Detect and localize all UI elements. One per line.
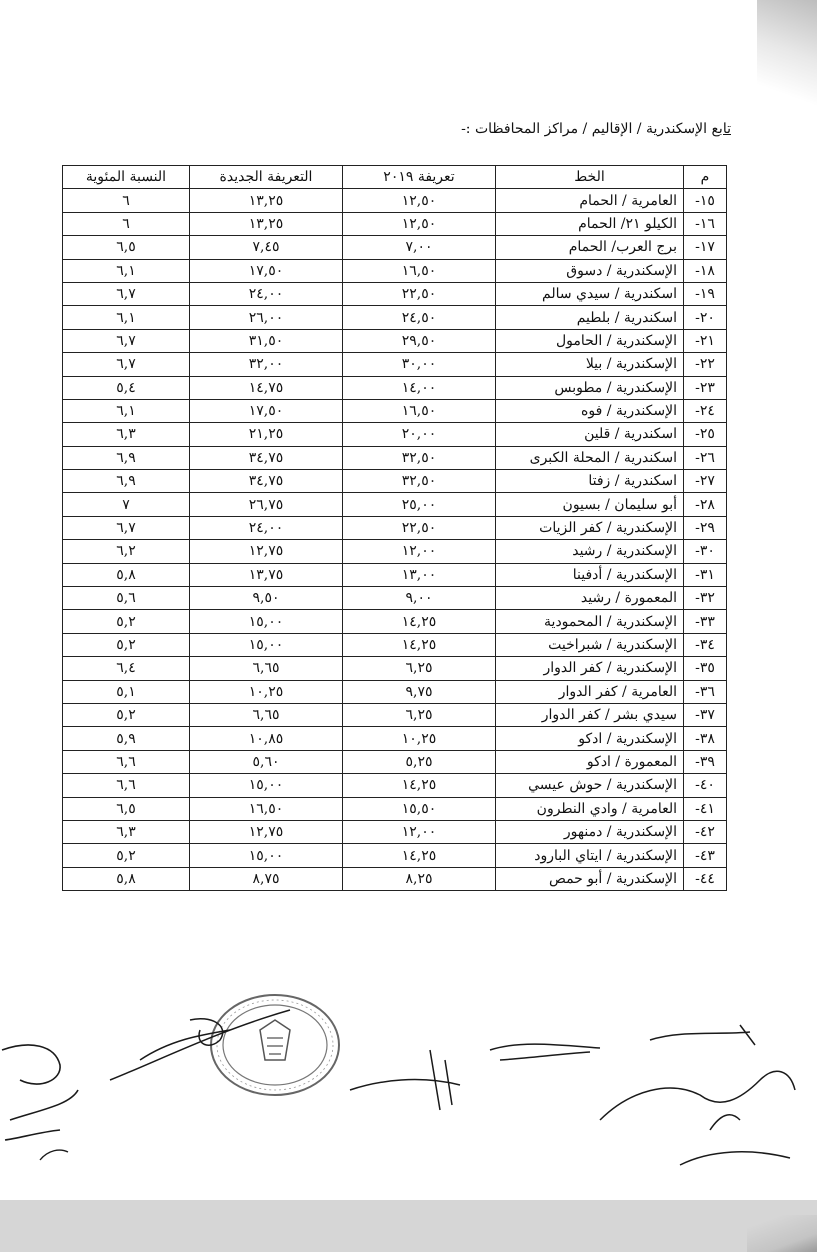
new-fare: ١٥,٠٠ xyxy=(190,633,343,656)
old-fare: ٢٤,٥٠ xyxy=(343,306,496,329)
route-name: أبو سليمان / بسيون xyxy=(496,493,684,516)
old-fare: ١٦,٥٠ xyxy=(343,399,496,422)
percentage-change: ٦,٩ xyxy=(63,470,190,493)
old-fare: ١٠,٢٥ xyxy=(343,727,496,750)
table-row xyxy=(63,774,727,797)
new-fare: ٢٦,٠٠ xyxy=(190,306,343,329)
old-fare: ١٤,٢٥ xyxy=(343,633,496,656)
table-row xyxy=(63,867,727,890)
table-row xyxy=(63,563,727,586)
percentage-change: ٦,١ xyxy=(63,259,190,282)
new-fare: ١٢,٧٥ xyxy=(190,820,343,843)
document-heading xyxy=(461,121,731,137)
route-name: الإسكندرية / فوه xyxy=(496,399,684,422)
route-name: المعمورة / رشيد xyxy=(496,587,684,610)
route-name: الإسكندرية / مطوبس xyxy=(496,376,684,399)
old-fare: ١٤,٠٠ xyxy=(343,376,496,399)
header-old-fare: تعريفة ٢٠١٩ xyxy=(343,166,496,189)
table-row xyxy=(63,610,727,633)
header-new-fare: التعريفة الجديدة xyxy=(190,166,343,189)
percentage-change: ٥,٢ xyxy=(63,633,190,656)
route-name: الكيلو ٢١/ الحمام xyxy=(496,212,684,235)
table-row xyxy=(63,446,727,469)
table-row xyxy=(63,797,727,820)
route-name: اسكندرية / قلين xyxy=(496,423,684,446)
route-name: الإسكندرية / كفر الدوار xyxy=(496,657,684,680)
route-name: الإسكندرية / حوش عيسي xyxy=(496,774,684,797)
route-name: الإسكندرية / بيلا xyxy=(496,353,684,376)
new-fare: ١٠,٨٥ xyxy=(190,727,343,750)
new-fare: ١٥,٠٠ xyxy=(190,610,343,633)
percentage-change: ٥,٢ xyxy=(63,610,190,633)
row-number: ٣٤- xyxy=(684,633,727,656)
old-fare: ٢٩,٥٠ xyxy=(343,329,496,352)
percentage-change: ٦,٩ xyxy=(63,446,190,469)
new-fare: ١٥,٠٠ xyxy=(190,774,343,797)
new-fare: ١٢,٧٥ xyxy=(190,540,343,563)
table-row xyxy=(63,329,727,352)
old-fare: ٩,٠٠ xyxy=(343,587,496,610)
row-number: ٣٢- xyxy=(684,587,727,610)
percentage-change: ٦,٧ xyxy=(63,353,190,376)
percentage-change: ٦,٣ xyxy=(63,820,190,843)
route-name: الإسكندرية / كفر الزيات xyxy=(496,516,684,539)
signature-icon xyxy=(100,1000,300,1100)
percentage-change: ٦ xyxy=(63,212,190,235)
table-row xyxy=(63,236,727,259)
row-number: ٣٩- xyxy=(684,750,727,773)
new-fare: ١٤,٧٥ xyxy=(190,376,343,399)
row-number: ٤١- xyxy=(684,797,727,820)
header-percentage: النسبة المئوية xyxy=(63,166,190,189)
row-number: ٢٥- xyxy=(684,423,727,446)
percentage-change: ٦,١ xyxy=(63,306,190,329)
table-row xyxy=(63,727,727,750)
row-number: ١٧- xyxy=(684,236,727,259)
percentage-change: ٦,٤ xyxy=(63,657,190,680)
new-fare: ٩,٥٠ xyxy=(190,587,343,610)
percentage-change: ٧ xyxy=(63,493,190,516)
row-number: ٣١- xyxy=(684,563,727,586)
percentage-change: ٦,٣ xyxy=(63,423,190,446)
new-fare: ٣٤,٧٥ xyxy=(190,470,343,493)
route-name: العامرية / وادي النطرون xyxy=(496,797,684,820)
percentage-change: ٥,١ xyxy=(63,680,190,703)
route-name: الإسكندرية / ايتاي البارود xyxy=(496,844,684,867)
old-fare: ٣٠,٠٠ xyxy=(343,353,496,376)
fare-table xyxy=(62,165,727,891)
route-name: برج العرب/ الحمام xyxy=(496,236,684,259)
percentage-change: ٦,٦ xyxy=(63,774,190,797)
page-bottom-margin xyxy=(0,1200,817,1252)
route-name: سيدي بشر / كفر الدوار xyxy=(496,703,684,726)
route-name: الإسكندرية / دسوق xyxy=(496,259,684,282)
old-fare: ١٥,٥٠ xyxy=(343,797,496,820)
row-number: ٢٦- xyxy=(684,446,727,469)
old-fare: ١٢,٠٠ xyxy=(343,540,496,563)
route-name: اسكندرية / المحلة الكبرى xyxy=(496,446,684,469)
new-fare: ٦,٦٥ xyxy=(190,657,343,680)
new-fare: ٧,٤٥ xyxy=(190,236,343,259)
percentage-change: ٦,٦ xyxy=(63,750,190,773)
old-fare: ١٣,٠٠ xyxy=(343,563,496,586)
row-number: ١٦- xyxy=(684,212,727,235)
table-row xyxy=(63,189,727,212)
old-fare: ٢٥,٠٠ xyxy=(343,493,496,516)
table-row xyxy=(63,540,727,563)
heading-prefix: تابع xyxy=(711,121,731,137)
header-number: م xyxy=(684,166,727,189)
percentage-change: ٥,٢ xyxy=(63,844,190,867)
old-fare: ١٤,٢٥ xyxy=(343,844,496,867)
new-fare: ٨,٧٥ xyxy=(190,867,343,890)
old-fare: ١٢,٥٠ xyxy=(343,212,496,235)
old-fare: ٢٢,٥٠ xyxy=(343,516,496,539)
row-number: ٤٣- xyxy=(684,844,727,867)
new-fare: ١٥,٠٠ xyxy=(190,844,343,867)
percentage-change: ٥,٨ xyxy=(63,563,190,586)
table-row xyxy=(63,750,727,773)
table-header-row xyxy=(63,166,727,189)
row-number: ٣٠- xyxy=(684,540,727,563)
row-number: ٤٤- xyxy=(684,867,727,890)
row-number: ٣٥- xyxy=(684,657,727,680)
row-number: ٢٨- xyxy=(684,493,727,516)
row-number: ٢٩- xyxy=(684,516,727,539)
table-row xyxy=(63,423,727,446)
old-fare: ١٤,٢٥ xyxy=(343,774,496,797)
signature-icon xyxy=(590,1020,810,1180)
table-row xyxy=(63,820,727,843)
table-row xyxy=(63,703,727,726)
route-name: اسكندرية / سيدي سالم xyxy=(496,282,684,305)
route-name: العامرية / الحمام xyxy=(496,189,684,212)
row-number: ١٥- xyxy=(684,189,727,212)
table-row xyxy=(63,212,727,235)
table-row xyxy=(63,657,727,680)
table-row xyxy=(63,587,727,610)
page-corner-fold xyxy=(757,0,817,130)
route-name: المعمورة / ادكو xyxy=(496,750,684,773)
new-fare: ٢٤,٠٠ xyxy=(190,282,343,305)
row-number: ٢٠- xyxy=(684,306,727,329)
percentage-change: ٦,٥ xyxy=(63,236,190,259)
table-row xyxy=(63,282,727,305)
route-name: الإسكندرية / شبراخيت xyxy=(496,633,684,656)
table-row xyxy=(63,844,727,867)
old-fare: ٣٢,٥٠ xyxy=(343,446,496,469)
table-row xyxy=(63,399,727,422)
new-fare: ٢١,٢٥ xyxy=(190,423,343,446)
route-name: الإسكندرية / ادكو xyxy=(496,727,684,750)
row-number: ٣٧- xyxy=(684,703,727,726)
percentage-change: ٦ xyxy=(63,189,190,212)
new-fare: ٥,٦٠ xyxy=(190,750,343,773)
percentage-change: ٦,٢ xyxy=(63,540,190,563)
new-fare: ١٧,٥٠ xyxy=(190,399,343,422)
route-name: الإسكندرية / المحمودية xyxy=(496,610,684,633)
old-fare: ١٤,٢٥ xyxy=(343,610,496,633)
row-number: ٢١- xyxy=(684,329,727,352)
table-row xyxy=(63,376,727,399)
route-name: اسكندرية / بلطيم xyxy=(496,306,684,329)
table-row xyxy=(63,493,727,516)
old-fare: ٢٢,٥٠ xyxy=(343,282,496,305)
new-fare: ١٣,٢٥ xyxy=(190,189,343,212)
row-number: ١٩- xyxy=(684,282,727,305)
row-number: ١٨- xyxy=(684,259,727,282)
row-number: ٤٢- xyxy=(684,820,727,843)
new-fare: ٢٤,٠٠ xyxy=(190,516,343,539)
route-name: اسكندرية / زفتا xyxy=(496,470,684,493)
new-fare: ٢٦,٧٥ xyxy=(190,493,343,516)
old-fare: ٢٠,٠٠ xyxy=(343,423,496,446)
old-fare: ١٢,٥٠ xyxy=(343,189,496,212)
old-fare: ٣٢,٥٠ xyxy=(343,470,496,493)
route-name: الإسكندرية / أبو حمص xyxy=(496,867,684,890)
old-fare: ٥,٢٥ xyxy=(343,750,496,773)
percentage-change: ٦,١ xyxy=(63,399,190,422)
table-row xyxy=(63,633,727,656)
old-fare: ٦,٢٥ xyxy=(343,703,496,726)
percentage-change: ٥,٢ xyxy=(63,703,190,726)
old-fare: ٨,٢٥ xyxy=(343,867,496,890)
new-fare: ٣٢,٠٠ xyxy=(190,353,343,376)
new-fare: ١٧,٥٠ xyxy=(190,259,343,282)
percentage-change: ٥,٦ xyxy=(63,587,190,610)
signature-icon xyxy=(0,1020,80,1170)
row-number: ٢٧- xyxy=(684,470,727,493)
route-name: الإسكندرية / أدفينا xyxy=(496,563,684,586)
table-row xyxy=(63,470,727,493)
new-fare: ١٦,٥٠ xyxy=(190,797,343,820)
page-corner-fold xyxy=(747,1215,817,1252)
percentage-change: ٦,٥ xyxy=(63,797,190,820)
table-row xyxy=(63,306,727,329)
old-fare: ٧,٠٠ xyxy=(343,236,496,259)
row-number: ٣٦- xyxy=(684,680,727,703)
percentage-change: ٦,٧ xyxy=(63,516,190,539)
table-row xyxy=(63,259,727,282)
new-fare: ٣١,٥٠ xyxy=(190,329,343,352)
new-fare: ٣٤,٧٥ xyxy=(190,446,343,469)
header-line: الخط xyxy=(496,166,684,189)
row-number: ٤٠- xyxy=(684,774,727,797)
table-row xyxy=(63,680,727,703)
new-fare: ٦,٦٥ xyxy=(190,703,343,726)
old-fare: ١٢,٠٠ xyxy=(343,820,496,843)
old-fare: ١٦,٥٠ xyxy=(343,259,496,282)
new-fare: ١٣,٧٥ xyxy=(190,563,343,586)
old-fare: ٦,٢٥ xyxy=(343,657,496,680)
row-number: ٣٣- xyxy=(684,610,727,633)
old-fare: ٩,٧٥ xyxy=(343,680,496,703)
route-name: العامرية / كفر الدوار xyxy=(496,680,684,703)
row-number: ٣٨- xyxy=(684,727,727,750)
route-name: الإسكندرية / رشيد xyxy=(496,540,684,563)
new-fare: ١٣,٢٥ xyxy=(190,212,343,235)
row-number: ٢٢- xyxy=(684,353,727,376)
route-name: الإسكندرية / دمنهور xyxy=(496,820,684,843)
new-fare: ١٠,٢٥ xyxy=(190,680,343,703)
route-name: الإسكندرية / الحامول xyxy=(496,329,684,352)
percentage-change: ٥,٩ xyxy=(63,727,190,750)
row-number: ٢٣- xyxy=(684,376,727,399)
percentage-change: ٦,٧ xyxy=(63,282,190,305)
heading-text: الإسكندرية / الإقاليم / مراكز المحافظات :- xyxy=(461,121,712,137)
table-row xyxy=(63,353,727,376)
percentage-change: ٥,٤ xyxy=(63,376,190,399)
row-number: ٢٤- xyxy=(684,399,727,422)
percentage-change: ٦,٧ xyxy=(63,329,190,352)
percentage-change: ٥,٨ xyxy=(63,867,190,890)
table-row xyxy=(63,516,727,539)
